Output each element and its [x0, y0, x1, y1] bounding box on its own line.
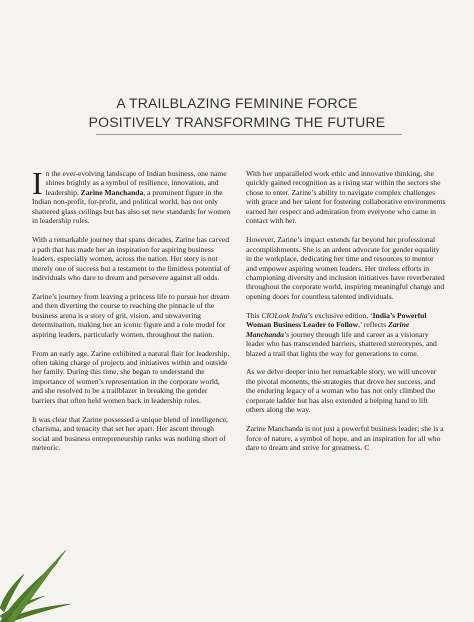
magazine-name: CIOLook India [261, 310, 308, 320]
intro-paragraph: In the ever-evolving landscape of Indian business, one name shines brightly as a symbol of resilience, innovation, and leadership. Zarine Manchanda, a prominent figure in the Indian non-profit, for-profit, and political world, has not only shattered glass ceilings but has also set new standards for women in leadership roles. [32, 165, 231, 226]
article-heading [0, 94, 474, 132]
heading-line-2: POSITIVELY TRANSFORMING THE FUTURE [88, 114, 386, 130]
closing-paragraph: Zarine Manchanda is not just a powerful business leader; she is a force of nature, a symbol of hope, and an inspiration for all who dare to dream and strive for greatness. C [246, 424, 444, 453]
edition-title: India’s Powerful Woman Business Leader to Follow [246, 310, 427, 330]
paragraph: As we delve deeper into her remarkable story, we will uncover the pivotal moments, the strategies that drove her success, and the enduring legacy of a woman who has not only climbed the corporate ladder but has also extended a helping hand to lift others along the way. [246, 367, 437, 415]
end-mark-icon: C [364, 443, 370, 453]
paragraph: It was clear that Zarine possessed a unique blend of intelligence, charisma, and tenacity that set her apart. Her ascent through social and business entrepreneurship ranks was nothing short of meteoric. [32, 414, 228, 453]
edition-paragraph: This CIOLook India’s exclusive edition, ‘India’s Powerful Woman Business Leader to Follow,’ reflects Zarine Manchanda’s journey through life and career as a visionary leader who has transcended barriers, shattered stereotypes, and blazed a trail that lights the way for generations to come. [246, 310, 437, 358]
paragraph: However, Zarine’s impact extends far beyond her professional accomplishments. She is an ardent advocate for gender equality in the workplace, dedicating her time and resources to mentor and empower aspiring women leaders. Her tireless efforts in championing diversity and inclusion initiatives have reverberated throughout the corporate world, inspiring meaningful change and opening doors for countless talented individuals. [246, 235, 445, 301]
right-column [246, 169, 446, 462]
heading-line-1: A TRAILBLAZING FEMININE FORCE [116, 95, 358, 111]
paragraph: Zarine’s journey from leaving a princess life to pursue her dream and then diverting the course to reaching the pinnacle of the business arena is a story of grit, vision, and unwavering determination, making her an iconic figure and a role model for aspiring leaders, particularly women, throughout the nation. [32, 291, 230, 339]
paragraph: With her unparalleled work ethic and innovative thinking, she quickly gained recognition as a rising star within the sectors she chose to enter. Zarine’s ability to navigate complex challenges with grace and her talent for fostering collaborative environments earned her respect and admiration from everyone who came in contact with her. [246, 169, 446, 226]
paragraph: With a remarkable journey that spans decades, Zarine has carved a path that has made her an inspiration for aspiring business leaders, especially women, across the nation. Her story is not merely one of success but a testament to the limitless potential of individuals who dare to dream and persevere against all odds. [32, 235, 231, 282]
subject-name: Zarine Manchanda [80, 187, 144, 197]
paragraph: From an early age, Zarine exhibited a natural flair for leadership, often taking charge of projects and initiatives within and outside her family. During this time, she began to understand the importance of women’s representation in the corporate world, and she resolved to be a trailblazer in breaking the gender barriers that often held women back in leadership roles. [32, 348, 230, 405]
heading-divider [96, 134, 402, 135]
left-column [32, 165, 232, 462]
subject-name: Zarine Manchanda [246, 320, 410, 339]
drop-cap: I [32, 165, 43, 201]
palm-leaf-icon [0, 512, 80, 622]
